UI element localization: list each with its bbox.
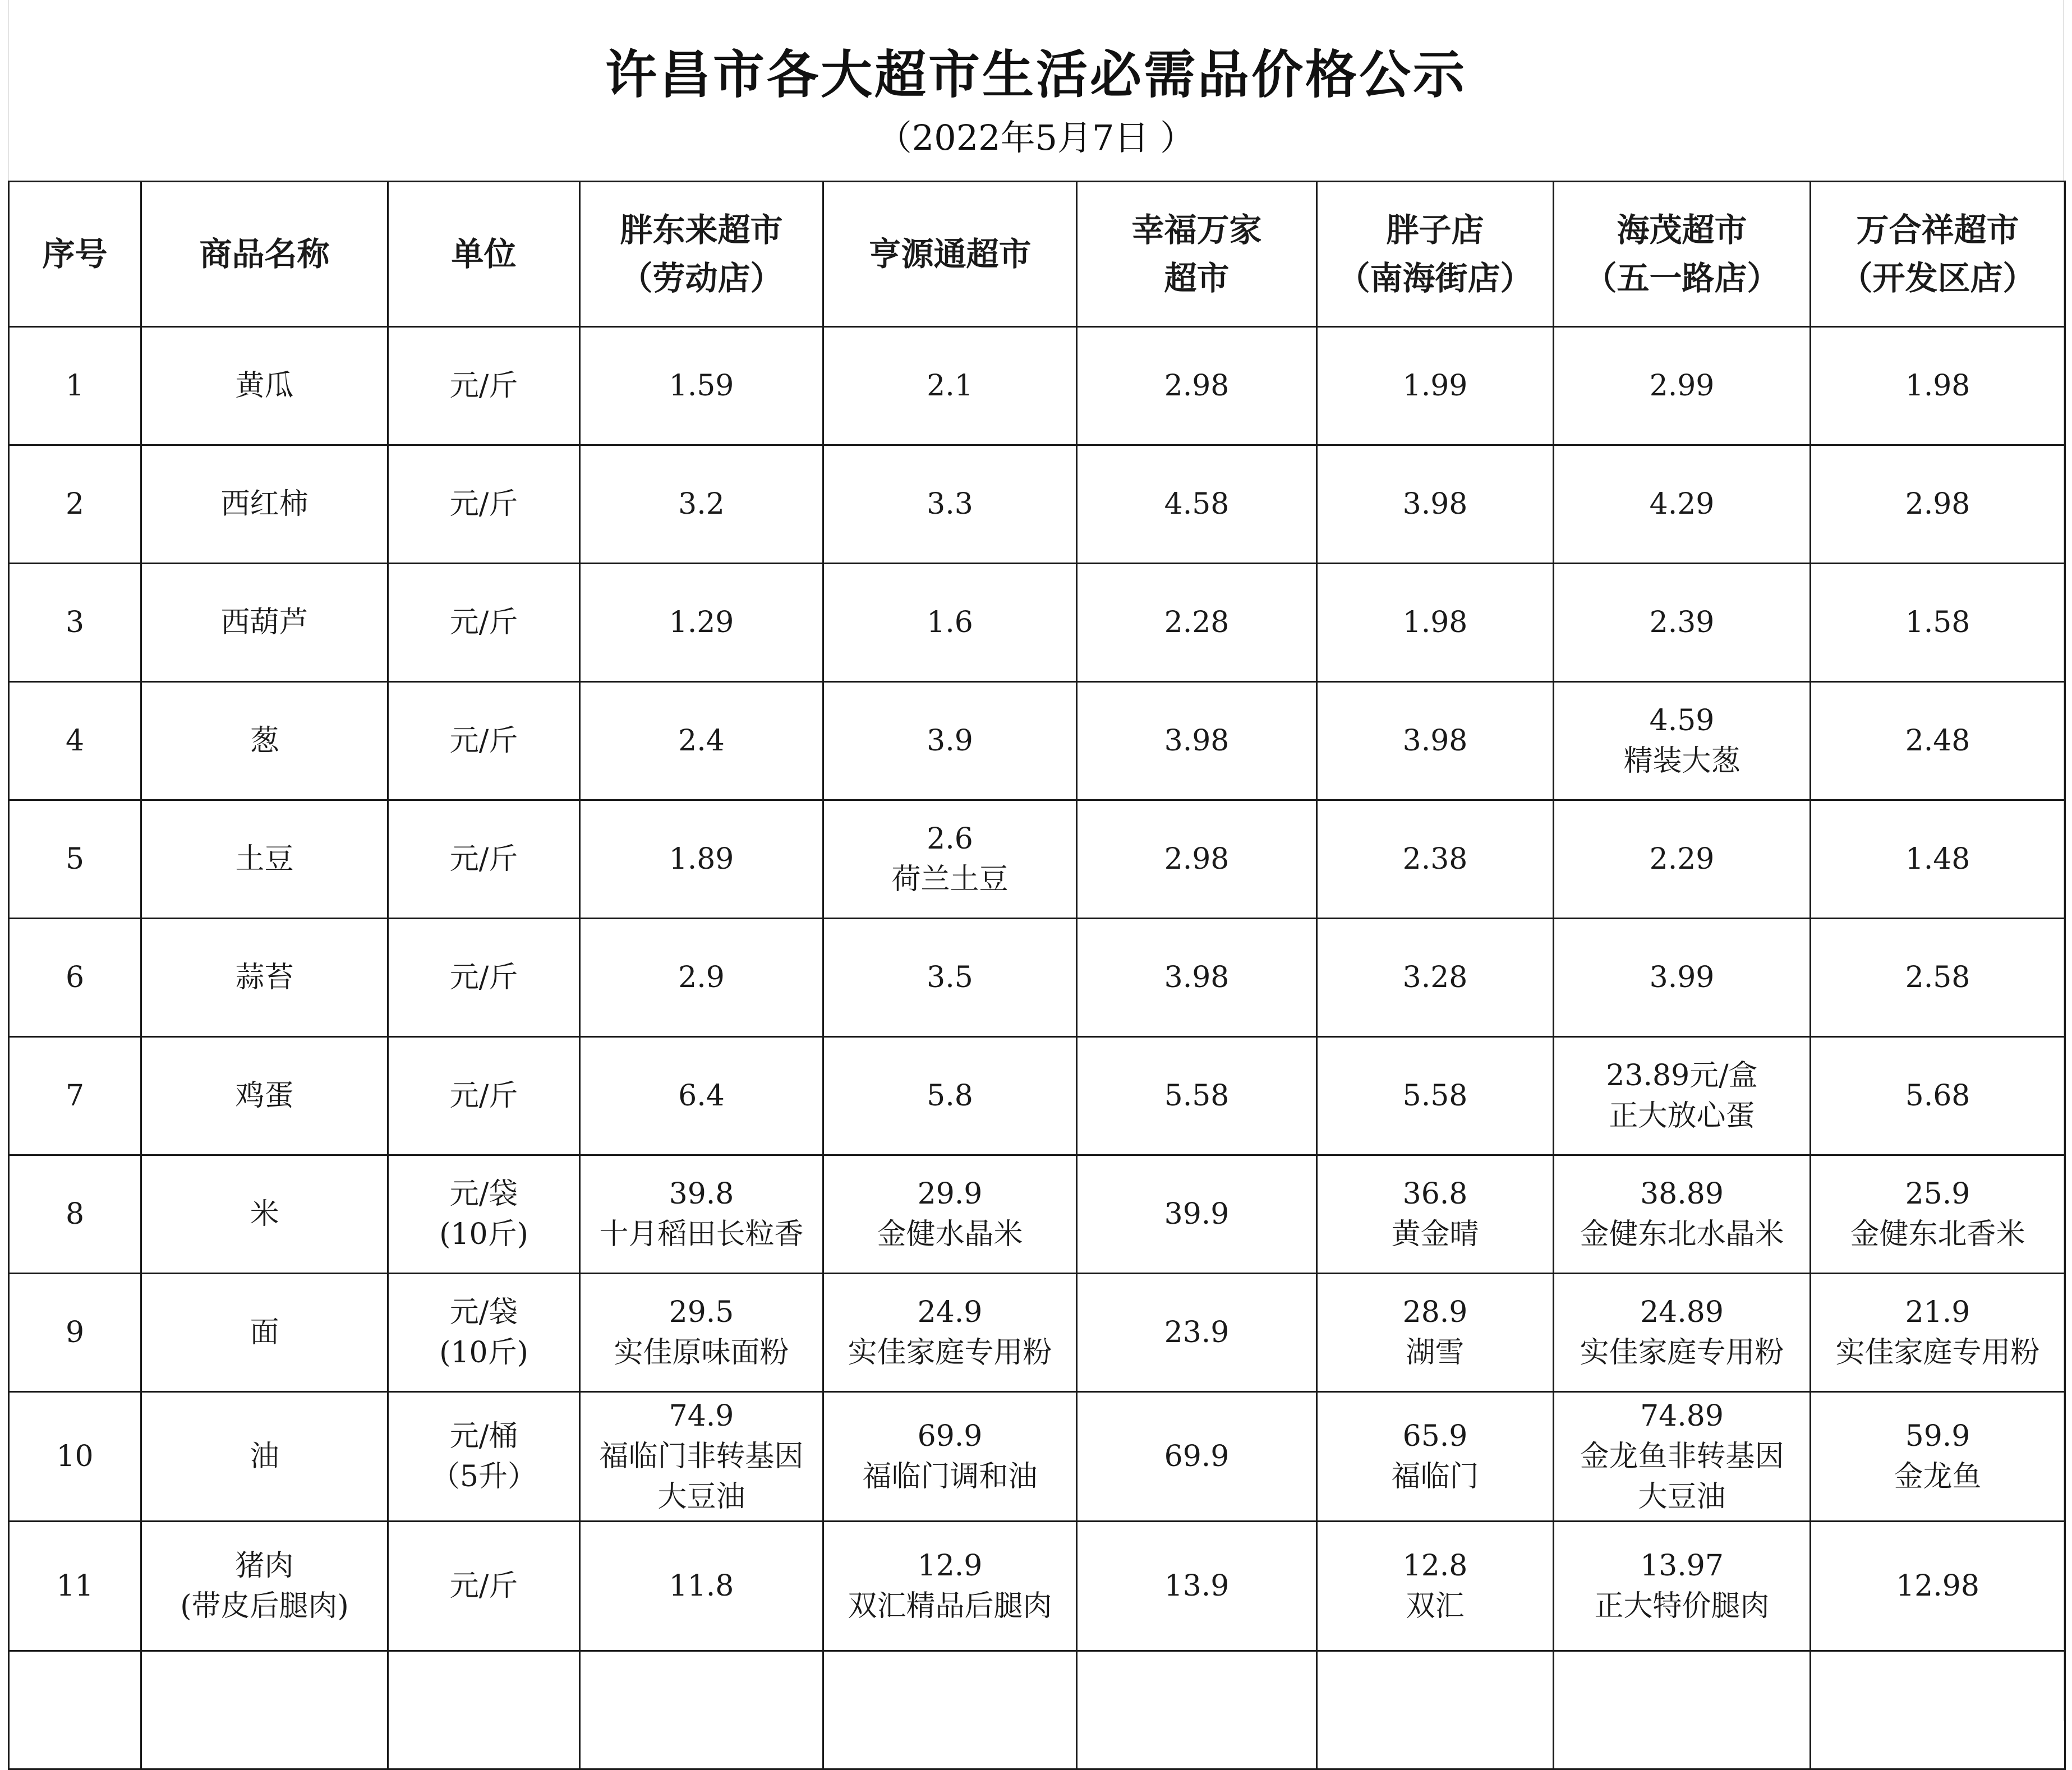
- table-row: [9, 1392, 2065, 1522]
- cell-price: 69.9: [1077, 1392, 1317, 1522]
- cell-price: 2.98: [1811, 445, 2065, 564]
- cell-price: 39.8 十月稻田长粒香: [580, 1155, 823, 1274]
- header-store-3: 幸福万家 超市: [1077, 182, 1317, 327]
- cell-price: 2.58: [1811, 919, 2065, 1037]
- table-row: [9, 919, 2065, 1037]
- cell-price: 24.89 实佳家庭专用粉: [1554, 1274, 1811, 1392]
- table-row: [9, 445, 2065, 564]
- cell-seq: 7: [9, 1037, 141, 1155]
- cell-price: 2.98: [1077, 327, 1317, 445]
- cell-name: 葱: [141, 682, 388, 800]
- table-row: [9, 682, 2065, 800]
- date-subtitle: （2022年5月7日 ）: [877, 117, 1195, 158]
- cell-price: 65.9 福临门: [1317, 1392, 1554, 1522]
- cell-name: 面: [141, 1274, 388, 1392]
- table-row: [9, 1155, 2065, 1274]
- cell-price: 2.39: [1554, 564, 1811, 682]
- cell-price: 59.9 金龙鱼: [1811, 1392, 2065, 1522]
- cell-price: 4.29: [1554, 445, 1811, 564]
- header-store-6: 万合祥超市 （开发区店）: [1811, 182, 2065, 327]
- cell-price: 2.29: [1554, 800, 1811, 919]
- header-store-5: 海茂超市 （五一路店）: [1554, 182, 1811, 327]
- cell-price: 2.9: [580, 919, 823, 1037]
- empty-cell: [9, 1651, 141, 1769]
- cell-price: 29.5 实佳原味面粉: [580, 1274, 823, 1392]
- cell-price: 1.98: [1317, 564, 1554, 682]
- cell-unit: 元/斤: [388, 564, 580, 682]
- cell-price: 74.9 福临门非转基因 大豆油: [580, 1392, 823, 1522]
- empty-cell: [1811, 1651, 2065, 1769]
- cell-price: 39.9: [1077, 1155, 1317, 1274]
- cell-price: 1.48: [1811, 800, 2065, 919]
- cell-price: 36.8 黄金晴: [1317, 1155, 1554, 1274]
- cell-name: 蒜苔: [141, 919, 388, 1037]
- cell-price: 13.9: [1077, 1522, 1317, 1651]
- cell-seq: 6: [9, 919, 141, 1037]
- cell-seq: 10: [9, 1392, 141, 1522]
- header-row: [9, 182, 2065, 327]
- cell-price: 3.2: [580, 445, 823, 564]
- cell-unit: 元/斤: [388, 800, 580, 919]
- cell-name: 土豆: [141, 800, 388, 919]
- cell-seq: 3: [9, 564, 141, 682]
- empty-cell: [141, 1651, 388, 1769]
- cell-price: 3.98: [1077, 682, 1317, 800]
- cell-unit: 元/斤: [388, 682, 580, 800]
- cell-price: 23.89元/盒 正大放心蛋: [1554, 1037, 1811, 1155]
- cell-price: 12.9 双汇精品后腿肉: [823, 1522, 1077, 1651]
- cell-price: 1.89: [580, 800, 823, 919]
- cell-seq: 4: [9, 682, 141, 800]
- cell-price: 28.9 湖雪: [1317, 1274, 1554, 1392]
- empty-cell: [1077, 1651, 1317, 1769]
- cell-price: 3.9: [823, 682, 1077, 800]
- cell-name: 西葫芦: [141, 564, 388, 682]
- cell-seq: 5: [9, 800, 141, 919]
- header-store-2: 亨源通超市: [823, 182, 1077, 327]
- cell-price: 1.58: [1811, 564, 2065, 682]
- cell-name: 西红柿: [141, 445, 388, 564]
- header-store-1: 胖东来超市 （劳动店）: [580, 182, 823, 327]
- cell-price: 2.28: [1077, 564, 1317, 682]
- cell-price: 29.9 金健水晶米: [823, 1155, 1077, 1274]
- cell-unit: 元/袋 (10斤): [388, 1274, 580, 1392]
- cell-price: 1.6: [823, 564, 1077, 682]
- header-name: 商品名称: [141, 182, 388, 327]
- cell-price: 3.98: [1317, 682, 1554, 800]
- cell-price: 3.98: [1317, 445, 1554, 564]
- cell-unit: 元/桶 （5升）: [388, 1392, 580, 1522]
- cell-price: 4.58: [1077, 445, 1317, 564]
- table-row: [9, 1037, 2065, 1155]
- empty-cell: [580, 1651, 823, 1769]
- cell-seq: 11: [9, 1522, 141, 1651]
- table-row: [9, 800, 2065, 919]
- cell-price: 5.58: [1317, 1037, 1554, 1155]
- cell-name: 米: [141, 1155, 388, 1274]
- cell-name: 油: [141, 1392, 388, 1522]
- empty-cell: [823, 1651, 1077, 1769]
- cell-price: 12.98: [1811, 1522, 2065, 1651]
- empty-cell: [1317, 1651, 1554, 1769]
- cell-price: 13.97 正大特价腿肉: [1554, 1522, 1811, 1651]
- empty-cell: [1554, 1651, 1811, 1769]
- header-seq: 序号: [9, 182, 141, 327]
- cell-price: 3.99: [1554, 919, 1811, 1037]
- cell-price: 2.4: [580, 682, 823, 800]
- empty-row: [9, 1651, 2065, 1769]
- cell-price: 2.6 荷兰土豆: [823, 800, 1077, 919]
- table-row: [9, 1522, 2065, 1651]
- cell-price: 12.8 双汇: [1317, 1522, 1554, 1651]
- cell-seq: 9: [9, 1274, 141, 1392]
- header-store-4: 胖子店 （南海街店）: [1317, 182, 1554, 327]
- cell-price: 11.8: [580, 1522, 823, 1651]
- cell-name: 猪肉 (带皮后腿肉): [141, 1522, 388, 1651]
- cell-name: 黄瓜: [141, 327, 388, 445]
- cell-price: 2.38: [1317, 800, 1554, 919]
- cell-price: 3.5: [823, 919, 1077, 1037]
- cell-price: 5.8: [823, 1037, 1077, 1155]
- title-area: [8, 0, 2064, 181]
- cell-unit: 元/斤: [388, 327, 580, 445]
- cell-price: 1.59: [580, 327, 823, 445]
- cell-name: 鸡蛋: [141, 1037, 388, 1155]
- cell-price: 2.1: [823, 327, 1077, 445]
- cell-unit: 元/袋 (10斤): [388, 1155, 580, 1274]
- cell-price: 5.58: [1077, 1037, 1317, 1155]
- cell-price: 2.98: [1077, 800, 1317, 919]
- empty-cell: [388, 1651, 580, 1769]
- cell-price: 23.9: [1077, 1274, 1317, 1392]
- cell-price: 5.68: [1811, 1037, 2065, 1155]
- cell-price: 2.99: [1554, 327, 1811, 445]
- table-row: [9, 564, 2065, 682]
- cell-price: 69.9 福临门调和油: [823, 1392, 1077, 1522]
- cell-price: 38.89 金健东北水晶米: [1554, 1155, 1811, 1274]
- cell-price: 1.99: [1317, 327, 1554, 445]
- cell-unit: 元/斤: [388, 445, 580, 564]
- cell-price: 3.3: [823, 445, 1077, 564]
- page-title: 许昌市各大超市生活必需品价格公示: [605, 45, 1467, 105]
- cell-seq: 2: [9, 445, 141, 564]
- cell-seq: 1: [9, 327, 141, 445]
- cell-price: 3.28: [1317, 919, 1554, 1037]
- cell-price: 74.89 金龙鱼非转基因 大豆油: [1554, 1392, 1811, 1522]
- cell-price: 2.48: [1811, 682, 2065, 800]
- cell-price: 24.9 实佳家庭专用粉: [823, 1274, 1077, 1392]
- table-row: [9, 327, 2065, 445]
- cell-unit: 元/斤: [388, 1037, 580, 1155]
- cell-price: 25.9 金健东北香米: [1811, 1155, 2065, 1274]
- cell-price: 21.9 实佳家庭专用粉: [1811, 1274, 2065, 1392]
- table-row: [9, 1274, 2065, 1392]
- cell-price: 1.98: [1811, 327, 2065, 445]
- cell-price: 1.29: [580, 564, 823, 682]
- cell-seq: 8: [9, 1155, 141, 1274]
- cell-price: 6.4: [580, 1037, 823, 1155]
- cell-price: 4.59 精装大葱: [1554, 682, 1811, 800]
- cell-price: 3.98: [1077, 919, 1317, 1037]
- header-unit: 单位: [388, 182, 580, 327]
- cell-unit: 元/斤: [388, 1522, 580, 1651]
- price-table: [8, 181, 2066, 1770]
- cell-unit: 元/斤: [388, 919, 580, 1037]
